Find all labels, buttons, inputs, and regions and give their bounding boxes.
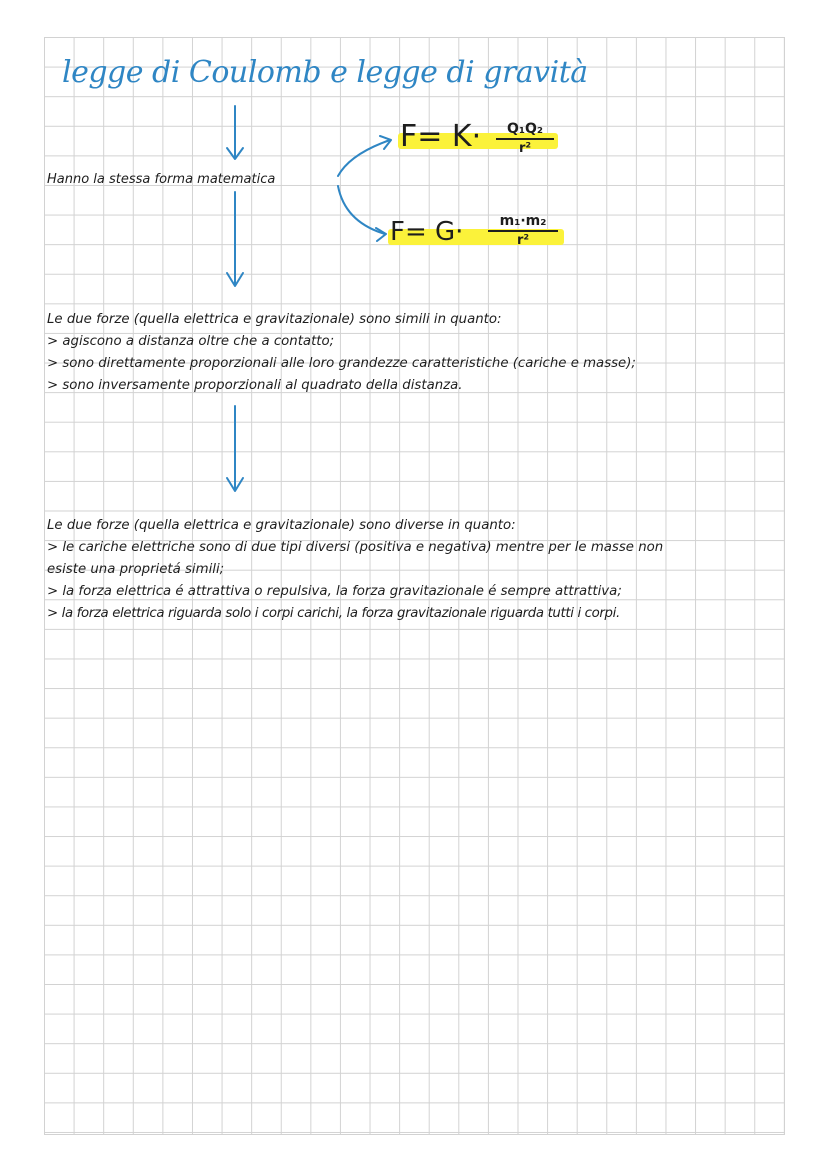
difference-item: > la forza elettrica riguarda solo i corpi carichi, la forza gravitazionale riguarda tutti i corpi. [47, 606, 620, 621]
similarities-intro: Le due forze (quella elettrica e gravitazionale) sono simili in quanto: [47, 312, 502, 327]
fraction-bar [488, 230, 558, 232]
subtitle-same-form: Hanno la stessa forma matematica [47, 172, 276, 187]
gravity-formula [388, 215, 566, 259]
formula-numerator: m₁·m₂ [499, 213, 547, 229]
similarity-item: > sono direttamente proporzionali alle loro grandezze caratteristiche (cariche e masse); [47, 356, 636, 371]
down-arrow-1 [227, 106, 243, 159]
difference-item: > la forza elettrica é attrattiva o repulsiva, la forza gravitazionale é sempre attrattiva; [47, 584, 622, 599]
formula-denominator: r² [516, 233, 530, 248]
branch-arrow-up [338, 136, 391, 176]
difference-item: > le cariche elettriche sono di due tipi diversi (positiva e negativa) mentre per le masse non [47, 540, 664, 555]
fraction-bar [496, 138, 554, 140]
branch-arrow-down [338, 186, 386, 241]
similarity-item: > agiscono a distanza oltre che a contatto; [47, 334, 335, 349]
formula-lhs: F= K· [400, 119, 482, 154]
formula-fraction [488, 213, 558, 248]
coulomb-formula [398, 119, 560, 163]
differences-block [47, 515, 663, 625]
page-title: legge di Coulomb e legge di gravità [62, 55, 588, 90]
down-arrow-3 [227, 406, 243, 491]
down-arrow-2 [227, 192, 243, 286]
formula-fraction [496, 121, 554, 156]
differences-intro: Le due forze (quella elettrica e gravitazionale) sono diverse in quanto: [47, 518, 516, 533]
similarity-item: > sono inversamente proporzionali al quadrato della distanza. [47, 378, 463, 393]
difference-item: esiste una proprietá simili; [47, 562, 225, 577]
formula-lhs: F= G· [390, 217, 464, 247]
formula-numerator: Q₁Q₂ [506, 121, 544, 137]
similarities-block [47, 309, 636, 397]
formula-denominator: r² [518, 141, 532, 156]
